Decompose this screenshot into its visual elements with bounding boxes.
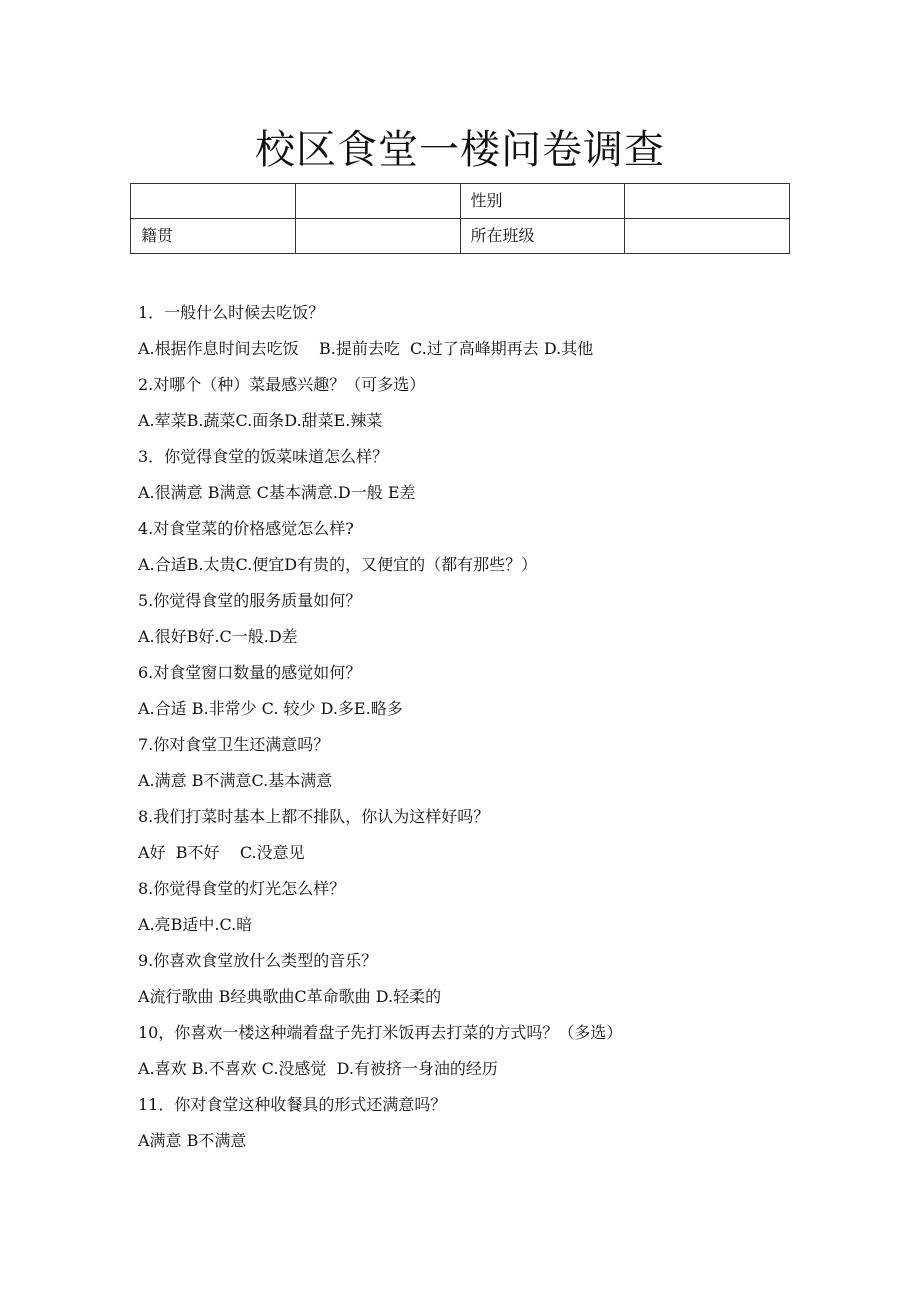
- info-cell-class-value[interactable]: [625, 219, 790, 254]
- question-text: 7.你对食堂卫生还满意吗？: [138, 735, 330, 754]
- question-text: 8.你觉得食堂的灯光怎么样？: [138, 879, 346, 898]
- info-row: [131, 184, 790, 219]
- info-row: [131, 219, 790, 254]
- question-text: 11．你对食堂这种收餐具的形式还满意吗？: [138, 1095, 447, 1114]
- question-options: A.荤菜B.蔬菜C.面条D.甜菜E.辣菜: [138, 411, 383, 430]
- question-options: A.满意 B不满意C.基本满意: [138, 771, 333, 790]
- question-options: A满意 B不满意: [138, 1131, 247, 1150]
- question-options: A流行歌曲 B经典歌曲C革命歌曲 D.轻柔的: [138, 987, 442, 1006]
- info-cell-class-label: 所在班级: [460, 219, 625, 254]
- question-text: 3．你觉得食堂的饭菜味道怎么样？: [138, 447, 389, 466]
- question-options: A好 B不好 C.没意见: [138, 843, 305, 862]
- question-text: 8.我们打菜时基本上都不排队，你认为这样好吗？: [138, 807, 490, 826]
- question-options: A.很好B好.C一般.D差: [138, 627, 298, 646]
- question-options: A.合适B.太贵C.便宜D有贵的，又便宜的（都有那些？）: [138, 555, 538, 574]
- info-cell-name-label: [131, 184, 296, 219]
- question-list: [138, 295, 838, 1159]
- info-cell-gender-value[interactable]: [625, 184, 790, 219]
- question-options: A.根据作息时间去吃饭 B.提前去吃 C.过了高峰期再去 D.其他: [138, 339, 594, 358]
- question-text: 9.你喜欢食堂放什么类型的音乐？: [138, 951, 378, 970]
- question-text: 1．一般什么时候去吃饭？: [138, 303, 325, 322]
- question-text: 6.对食堂窗口数量的感觉如何？: [138, 663, 362, 682]
- question-text: 2.对哪个（种）菜最感兴趣？（可多选）: [138, 375, 426, 394]
- page-title: 校区食堂一楼问卷调查: [255, 127, 665, 173]
- question-options: A.很满意 B满意 C基本满意.D一般 E差: [138, 483, 416, 502]
- question-options: A.合适 B.非常少 C. 较少 D.多E.略多: [138, 699, 403, 718]
- question-text: 4.对食堂菜的价格感觉怎么样?: [138, 519, 354, 538]
- question-options: A.亮B适中.C.暗: [138, 915, 253, 934]
- info-cell-hometown-value[interactable]: [295, 219, 460, 254]
- question-text: 5.你觉得食堂的服务质量如何？: [138, 591, 362, 610]
- respondent-info-table: [130, 183, 790, 254]
- question-text: 10，你喜欢一楼这种端着盘子先打米饭再去打菜的方式吗？（多选）: [138, 1023, 623, 1042]
- info-cell-gender-label: 性别: [460, 184, 625, 219]
- info-cell-hometown-label: 籍贯: [131, 219, 296, 254]
- info-cell-name-value[interactable]: [295, 184, 460, 219]
- question-options: A.喜欢 B.不喜欢 C.没感觉 D.有被挤一身油的经历: [138, 1059, 498, 1078]
